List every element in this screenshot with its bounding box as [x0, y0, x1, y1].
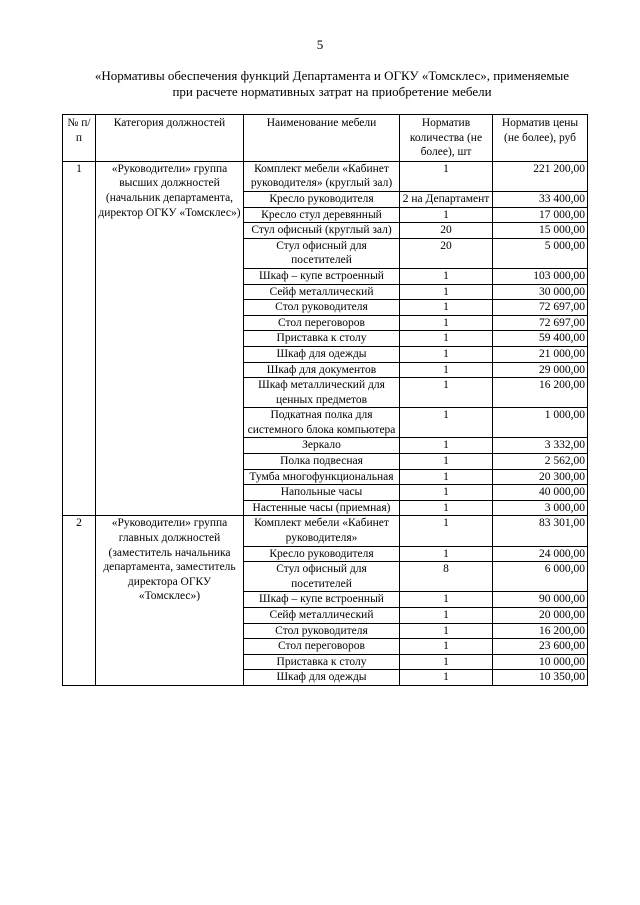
table-row	[63, 516, 588, 546]
price-norm: 29 000,00	[493, 362, 588, 378]
furniture-name: Комплект мебели «Кабинет руководителя»	[244, 516, 400, 546]
quantity-norm: 1	[400, 654, 493, 670]
group-category: «Руководители» группа высших должностей (начальник департамента, директор ОГКУ «Томсклес»)	[96, 161, 244, 516]
furniture-name: Напольные часы	[244, 485, 400, 501]
quantity-norm: 1	[400, 161, 493, 191]
header-furniture: Наименование мебели	[244, 115, 400, 162]
furniture-name: Стол переговоров	[244, 639, 400, 655]
price-norm: 20 000,00	[493, 608, 588, 624]
price-norm: 23 600,00	[493, 639, 588, 655]
quantity-norm: 1	[400, 485, 493, 501]
group-number: 2	[63, 516, 96, 686]
price-norm: 10 350,00	[493, 670, 588, 686]
price-norm: 6 000,00	[493, 562, 588, 592]
price-norm: 40 000,00	[493, 485, 588, 501]
quantity-norm: 1	[400, 408, 493, 438]
quantity-norm: 1	[400, 268, 493, 284]
quantity-norm: 1	[400, 516, 493, 546]
quantity-norm: 1	[400, 608, 493, 624]
quantity-norm: 20	[400, 223, 493, 239]
price-norm: 2 562,00	[493, 454, 588, 470]
furniture-name: Стул офисный (круглый зал)	[244, 223, 400, 239]
furniture-name: Зеркало	[244, 438, 400, 454]
header-price: Норматив цены (не более), руб	[493, 115, 588, 162]
furniture-name: Настенные часы (приемная)	[244, 500, 400, 516]
quantity-norm: 8	[400, 562, 493, 592]
price-norm: 5 000,00	[493, 238, 588, 268]
quantity-norm: 1	[400, 639, 493, 655]
price-norm: 103 000,00	[493, 268, 588, 284]
quantity-norm: 1	[400, 362, 493, 378]
furniture-name: Стол руководителя	[244, 300, 400, 316]
quantity-norm: 1	[400, 546, 493, 562]
furniture-name: Кресло стул деревянный	[244, 207, 400, 223]
price-norm: 16 200,00	[493, 378, 588, 408]
price-norm: 59 400,00	[493, 331, 588, 347]
group-category: «Руководители» группа главных должностей (заместитель начальника департамента, заместитель директора ОГКУ «Томсклес»)	[96, 516, 244, 686]
furniture-name: Полка подвесная	[244, 454, 400, 470]
quantity-norm: 1	[400, 315, 493, 331]
price-norm: 17 000,00	[493, 207, 588, 223]
quantity-norm: 1	[400, 469, 493, 485]
quantity-norm: 1	[400, 300, 493, 316]
group-number: 1	[63, 161, 96, 516]
quantity-norm: 1	[400, 378, 493, 408]
price-norm: 221 200,00	[493, 161, 588, 191]
furniture-name: Сейф металлический	[244, 284, 400, 300]
price-norm: 33 400,00	[493, 191, 588, 207]
price-norm: 20 300,00	[493, 469, 588, 485]
furniture-name: Кресло руководителя	[244, 191, 400, 207]
table-header-row	[63, 115, 588, 162]
furniture-name: Стул офисный для посетителей	[244, 562, 400, 592]
furniture-name: Приставка к столу	[244, 654, 400, 670]
title-line-1: «Нормативы обеспечения функций Департамента и ОГКУ «Томсклес», применяемые	[94, 68, 570, 83]
quantity-norm: 20	[400, 238, 493, 268]
furniture-name: Тумба многофункциональная	[244, 469, 400, 485]
table-row	[63, 161, 588, 191]
furniture-name: Стол руководителя	[244, 623, 400, 639]
price-norm: 30 000,00	[493, 284, 588, 300]
furniture-name: Кресло руководителя	[244, 546, 400, 562]
price-norm: 10 000,00	[493, 654, 588, 670]
furniture-name: Шкаф – купе встроенный	[244, 592, 400, 608]
price-norm: 15 000,00	[493, 223, 588, 239]
header-category: Категория должностей	[96, 115, 244, 162]
quantity-norm: 1	[400, 623, 493, 639]
price-norm: 90 000,00	[493, 592, 588, 608]
quantity-norm: 1	[400, 454, 493, 470]
furniture-name: Шкаф для одежды	[244, 670, 400, 686]
furniture-name: Шкаф – купе встроенный	[244, 268, 400, 284]
quantity-norm: 1	[400, 207, 493, 223]
quantity-norm: 2 на Департамент	[400, 191, 493, 207]
quantity-norm: 1	[400, 670, 493, 686]
price-norm: 3 000,00	[493, 500, 588, 516]
furniture-name: Стул офисный для посетителей	[244, 238, 400, 268]
furniture-name: Шкаф металлический для ценных предметов	[244, 378, 400, 408]
document-title	[62, 68, 602, 100]
furniture-name: Шкаф для одежды	[244, 346, 400, 362]
quantity-norm: 1	[400, 592, 493, 608]
price-norm: 3 332,00	[493, 438, 588, 454]
quantity-norm: 1	[400, 331, 493, 347]
furniture-name: Комплект мебели «Кабинет руководителя» (круглый зал)	[244, 161, 400, 191]
quantity-norm: 1	[400, 284, 493, 300]
price-norm: 1 000,00	[493, 408, 588, 438]
quantity-norm: 1	[400, 500, 493, 516]
furniture-name: Шкаф для документов	[244, 362, 400, 378]
header-quantity: Норматив количества (не более), шт	[400, 115, 493, 162]
page-number: 5	[316, 37, 324, 52]
quantity-norm: 1	[400, 438, 493, 454]
furniture-name: Сейф металлический	[244, 608, 400, 624]
furniture-norms-table	[62, 114, 588, 686]
furniture-name: Подкатная полка для системного блока компьютера	[244, 408, 400, 438]
furniture-name: Приставка к столу	[244, 331, 400, 347]
price-norm: 72 697,00	[493, 300, 588, 316]
title-line-2: при расчете нормативных затрат на приобретение мебели	[172, 84, 492, 99]
price-norm: 16 200,00	[493, 623, 588, 639]
table-body	[63, 161, 588, 685]
price-norm: 21 000,00	[493, 346, 588, 362]
furniture-name: Стол переговоров	[244, 315, 400, 331]
price-norm: 24 000,00	[493, 546, 588, 562]
price-norm: 83 301,00	[493, 516, 588, 546]
price-norm: 72 697,00	[493, 315, 588, 331]
header-num: № п/п	[63, 115, 96, 162]
quantity-norm: 1	[400, 346, 493, 362]
